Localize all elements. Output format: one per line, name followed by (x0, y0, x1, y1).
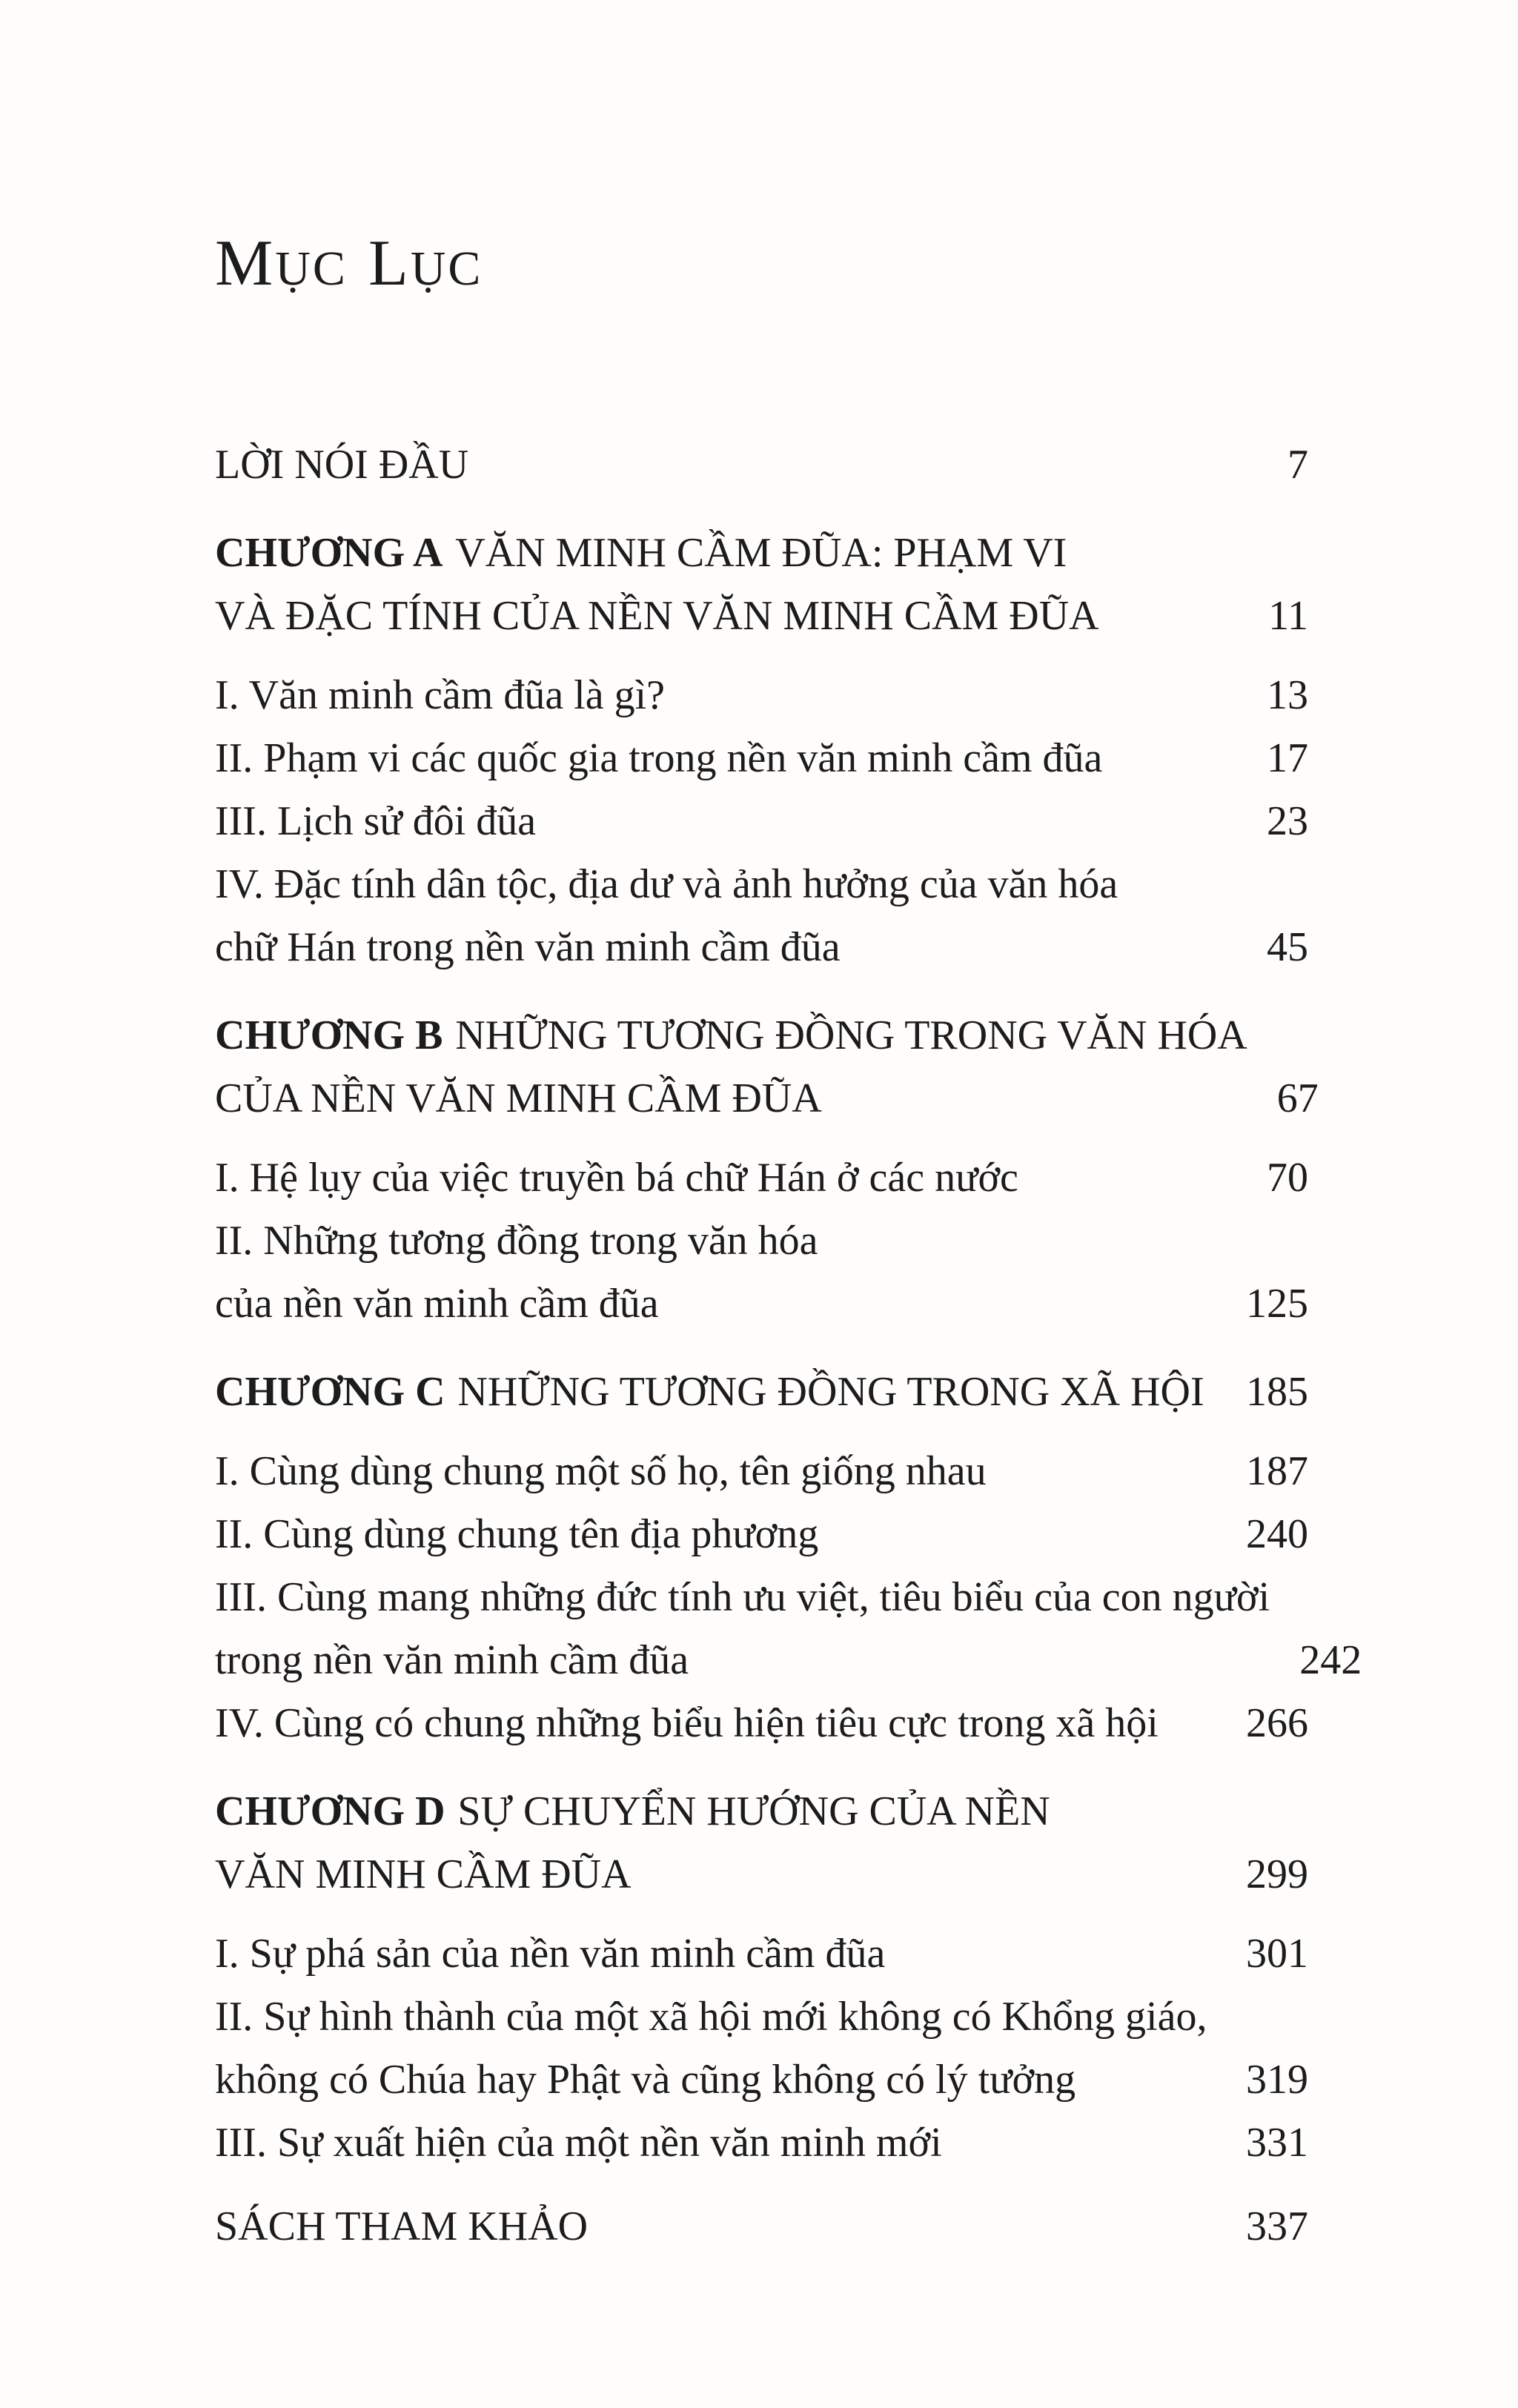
toc-line-text: II. Những tương đồng trong văn hóa (215, 1218, 818, 1264)
chapter-label: CHƯƠNG A (215, 530, 443, 576)
toc-line (215, 1692, 1159, 1755)
toc-entry-text (215, 1566, 1270, 1692)
toc-entry (215, 434, 1308, 497)
toc-entry-text (215, 2112, 942, 2175)
toc-entry-text (215, 1503, 818, 1566)
toc-entry-text (215, 790, 536, 853)
toc-line-text: II. Phạm vi các quốc gia trong nền văn minh cầm đũa (215, 735, 1103, 781)
toc-line (215, 1361, 1204, 1424)
toc-entry-text (215, 1147, 1018, 1210)
toc-entry-page: 331 (1246, 2120, 1308, 2166)
toc-entry-text (215, 664, 665, 727)
page-title-text: M (215, 228, 276, 299)
toc-entry (215, 790, 1308, 853)
toc-line (215, 790, 536, 853)
toc-line-text: II. Cùng dùng chung tên địa phương (215, 1511, 819, 1557)
toc-entry-text (215, 1004, 1247, 1130)
page-title-text: L (368, 228, 411, 299)
toc-line-text: I. Sự phá sản của nền văn minh cầm đũa (215, 1931, 886, 1977)
page-title-text: ỤC (275, 242, 348, 296)
toc-entry (215, 853, 1308, 979)
toc-line (215, 1566, 1270, 1629)
toc-line (215, 1273, 818, 1336)
toc-entry-text (215, 434, 468, 497)
toc-entry-page: 70 (1267, 1155, 1308, 1201)
toc-line-text: I. Hệ lụy của việc truyền bá chữ Hán ở các nước (215, 1155, 1018, 1201)
toc-entry (215, 1210, 1308, 1336)
toc-line (215, 1629, 1270, 1692)
toc-line (215, 2049, 1207, 2112)
toc-line-text: VĂN MINH CẦM ĐŨA (215, 1851, 632, 1897)
toc-entry (215, 1692, 1308, 1755)
toc-line (215, 1440, 987, 1503)
toc-line-text: không có Chúa hay Phật và cũng không có lý tưởng (215, 2057, 1076, 2103)
toc-entry-page: 187 (1246, 1448, 1308, 1494)
toc-line (215, 1210, 818, 1273)
toc-entry (215, 1986, 1308, 2112)
toc-line-text: SÁCH THAM KHẢO (215, 2203, 589, 2249)
toc-line (215, 1843, 1050, 1906)
toc-line-text: NHỮNG TƯƠNG ĐỒNG TRONG VĂN HÓA (455, 1012, 1247, 1058)
toc-entry-page: 242 (1299, 1637, 1362, 1683)
toc-line-text: chữ Hán trong nền văn minh cầm đũa (215, 924, 841, 970)
toc-line (215, 1503, 818, 1566)
toc-entry-page: 301 (1246, 1931, 1308, 1977)
toc-entry (215, 727, 1308, 790)
toc-entry-text (215, 1986, 1207, 2112)
page-title-text: ỤC (410, 242, 483, 296)
toc-line-text: trong nền văn minh cầm đũa (215, 1637, 689, 1683)
toc-entry-text (215, 853, 1118, 979)
toc-entry (215, 1004, 1319, 1130)
toc-line (215, 1147, 1018, 1210)
toc-entry-text (215, 1440, 987, 1503)
toc-entry (215, 2195, 1308, 2258)
toc-entry (215, 522, 1308, 648)
toc-entry-text (215, 522, 1099, 648)
toc-entry-text (215, 727, 1102, 790)
toc-entry-text (215, 1692, 1159, 1755)
toc-entry-page: 13 (1267, 672, 1308, 718)
toc-line-text: IV. Đặc tính dân tộc, địa dư và ảnh hưởng của văn hóa (215, 861, 1118, 907)
toc-entry-text (215, 1210, 818, 1336)
toc-line (215, 916, 1118, 979)
toc-line-text: VÀ ĐẶC TÍNH CỦA NỀN VĂN MINH CẦM ĐŨA (215, 593, 1099, 639)
toc-entry-page: 23 (1267, 798, 1308, 844)
toc-line-text: I. Văn minh cầm đũa là gì? (215, 672, 666, 718)
toc-line-text: NHỮNG TƯƠNG ĐỒNG TRONG XÃ HỘI (457, 1369, 1204, 1415)
toc-entry-page: 11 (1268, 593, 1308, 639)
toc-entry (215, 2112, 1308, 2175)
chapter-label: CHƯƠNG C (215, 1369, 445, 1415)
toc-entry (215, 1503, 1308, 1566)
toc-line (215, 664, 665, 727)
toc-line (215, 1780, 1050, 1843)
toc-line (215, 853, 1118, 916)
toc-line (215, 1986, 1207, 2049)
toc-line-text: II. Sự hình thành của một xã hội mới không có Khổng giáo, (215, 1994, 1207, 2040)
toc-line (215, 2195, 588, 2258)
toc-line (215, 2112, 942, 2175)
toc-entry-text (215, 1361, 1204, 1424)
toc-entry-page: 125 (1246, 1281, 1308, 1327)
toc-line (215, 1067, 1247, 1130)
toc-line-text: III. Cùng mang những đức tính ưu việt, tiêu biểu của con người (215, 1574, 1270, 1620)
toc-entry-page: 337 (1246, 2203, 1308, 2249)
toc-entry (215, 1361, 1308, 1424)
toc-line-text: của nền văn minh cầm đũa (215, 1281, 659, 1327)
chapter-label: CHƯƠNG D (215, 1788, 445, 1834)
toc-entry-page: 7 (1287, 442, 1308, 488)
toc-line-text: IV. Cùng có chung những biểu hiện tiêu cực trong xã hội (215, 1700, 1159, 1746)
toc-line (215, 1923, 885, 1986)
toc-entry-page: 17 (1267, 735, 1308, 781)
toc-line-text: III. Sự xuất hiện của một nền văn minh mới (215, 2120, 942, 2166)
toc-entry-page: 266 (1246, 1700, 1308, 1746)
toc-entry-text (215, 2195, 588, 2258)
toc-line (215, 434, 468, 497)
toc-line-text: I. Cùng dùng chung một số họ, tên giống nhau (215, 1448, 987, 1494)
toc-line-text: CỦA NỀN VĂN MINH CẦM ĐŨA (215, 1075, 822, 1121)
toc-line-text: LỜI NÓI ĐẦU (215, 442, 469, 488)
toc-entry (215, 1440, 1308, 1503)
toc-line (215, 1004, 1247, 1067)
toc-line-text: VĂN MINH CẦM ĐŨA: PHẠM VI (455, 530, 1067, 576)
toc-entry (215, 1147, 1308, 1210)
toc-entry-page: 319 (1246, 2057, 1308, 2103)
toc-line-text: III. Lịch sử đôi đũa (215, 798, 537, 844)
toc (215, 434, 1362, 2258)
toc-entry-page: 240 (1246, 1511, 1308, 1557)
toc-entry-page: 67 (1276, 1075, 1319, 1121)
toc-line (215, 727, 1102, 790)
toc-entry (215, 664, 1308, 727)
toc-entry-text (215, 1923, 885, 1986)
chapter-label: CHƯƠNG B (215, 1012, 443, 1058)
toc-entry (215, 1780, 1308, 1906)
toc-entry (215, 1923, 1308, 1986)
toc-entry-page: 45 (1267, 924, 1308, 970)
page-title (215, 228, 1308, 309)
toc-line-text: SỰ CHUYỂN HƯỚNG CỦA NỀN (457, 1788, 1050, 1834)
toc-entry (215, 1566, 1362, 1692)
toc-entry-page: 299 (1246, 1851, 1308, 1897)
toc-entry-page: 185 (1246, 1369, 1308, 1415)
toc-line (215, 522, 1099, 585)
toc-entry-text (215, 1780, 1050, 1906)
toc-line (215, 585, 1099, 648)
